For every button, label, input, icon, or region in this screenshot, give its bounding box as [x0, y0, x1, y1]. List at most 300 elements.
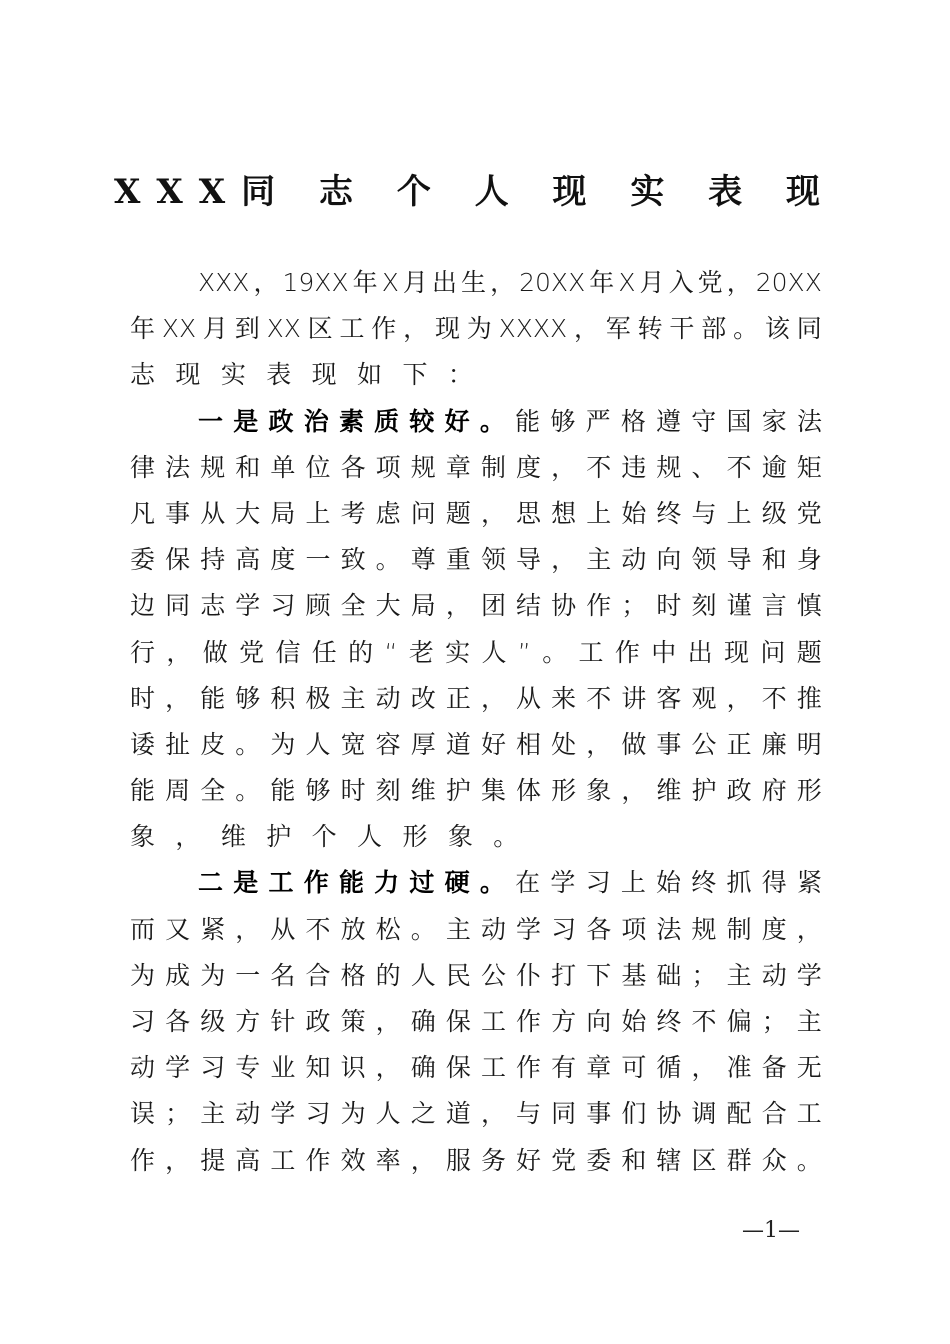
text-glyph: 人 — [357, 822, 383, 852]
text-line — [130, 1091, 822, 1137]
text-glyph: 级 — [200, 1007, 226, 1036]
text-glyph: 向 — [656, 545, 682, 575]
text-glyph: 主 — [200, 1099, 226, 1129]
text-glyph: 而 — [130, 914, 156, 944]
text-glyph: 紧 — [200, 914, 226, 944]
text-glyph: 导 — [726, 545, 752, 575]
text-glyph: 法 — [165, 452, 191, 482]
text-glyph: XXX — [198, 268, 250, 297]
text-glyph: 现 — [175, 360, 201, 390]
text-glyph: 现 — [434, 314, 460, 344]
heading-glyph: 硬 — [444, 868, 470, 898]
text-glyph: 虑 — [375, 498, 401, 528]
text-glyph: 主 — [586, 545, 612, 575]
text-glyph: XX — [266, 314, 301, 344]
text-glyph: 现 — [723, 637, 749, 667]
text-glyph: 形 — [551, 776, 577, 806]
text-glyph: 为 — [270, 729, 296, 759]
text-glyph: ， — [586, 729, 612, 759]
text-glyph: 法 — [656, 914, 682, 944]
text-glyph: 。 — [410, 914, 436, 944]
text-glyph: 保 — [165, 545, 191, 575]
heading-glyph: 过 — [409, 868, 435, 898]
heading-glyph: 素 — [338, 406, 364, 436]
text-glyph: 重 — [445, 545, 471, 575]
text-glyph: ， — [375, 1053, 401, 1083]
text-line — [130, 953, 822, 999]
text-glyph: 能 — [130, 776, 156, 806]
text-glyph: 民 — [445, 960, 471, 990]
text-glyph: 紧 — [796, 868, 822, 898]
text-glyph: 动 — [235, 1099, 261, 1129]
text-glyph: 服 — [445, 1145, 471, 1175]
text-glyph: 出 — [431, 268, 457, 297]
text-glyph: 业 — [270, 1053, 296, 1083]
text-glyph: 工 — [578, 637, 604, 667]
text-glyph: 为 — [466, 314, 492, 344]
text-glyph: 作 — [516, 1053, 542, 1083]
text-line — [130, 999, 822, 1045]
text-glyph: 为 — [200, 960, 226, 990]
text-glyph: ， — [235, 914, 261, 944]
heading-glyph: 二 — [198, 868, 224, 898]
heading-glyph: 是 — [233, 868, 259, 898]
text-line — [130, 630, 822, 676]
document-title: XXX同 志 个 人 现 实 表 现 — [114, 172, 836, 212]
text-glyph: 终 — [656, 498, 682, 528]
text-glyph: 好 — [480, 729, 506, 759]
text-glyph: 严 — [585, 406, 611, 436]
text-glyph: 同 — [551, 1099, 577, 1129]
text-glyph: 不 — [726, 452, 752, 482]
text-glyph: 和 — [235, 452, 261, 482]
text-glyph: 与 — [516, 1099, 542, 1129]
text-glyph: 护 — [445, 776, 471, 806]
text-glyph: 客 — [656, 683, 682, 713]
text-glyph: 入 — [668, 268, 694, 297]
text-glyph: 规 — [410, 452, 436, 482]
text-glyph: 始 — [621, 1007, 647, 1036]
text-glyph: 习 — [130, 1007, 156, 1036]
text-glyph: ， — [480, 683, 506, 713]
text-glyph: 皮 — [200, 729, 226, 759]
text-glyph: 全 — [200, 776, 226, 806]
text-glyph: 实 — [220, 360, 246, 390]
text-glyph: 集 — [480, 776, 506, 806]
text-glyph: 律 — [130, 452, 156, 482]
text-glyph: 遵 — [656, 406, 682, 436]
text-glyph: 主 — [796, 1007, 822, 1036]
text-glyph: 格 — [340, 960, 366, 990]
text-glyph: 始 — [656, 868, 682, 898]
text-glyph: 习 — [551, 914, 577, 944]
text-glyph: 习 — [270, 591, 296, 621]
text-glyph: 矩 — [796, 452, 822, 482]
text-glyph: 刻 — [375, 776, 401, 806]
text-glyph: 和 — [761, 545, 787, 575]
text-glyph: 名 — [270, 960, 296, 990]
text-glyph: 上 — [586, 498, 612, 528]
text-glyph: 下 — [402, 360, 428, 390]
text-glyph: 局 — [270, 498, 296, 528]
text-glyph: 扯 — [165, 729, 191, 759]
text-glyph: 来 — [551, 683, 577, 713]
text-glyph: 形 — [796, 776, 822, 806]
text-glyph: 主 — [445, 914, 471, 944]
text-glyph: 上 — [305, 498, 331, 528]
text-glyph: 习 — [200, 1053, 226, 1083]
text-glyph: 同 — [796, 314, 822, 344]
text-glyph: 可 — [621, 1053, 647, 1083]
text-glyph: 事 — [656, 729, 682, 759]
text-glyph: 做 — [621, 729, 647, 759]
text-glyph: 够 — [305, 776, 331, 806]
text-glyph: 实 — [445, 637, 471, 667]
text-glyph: 工 — [480, 1007, 506, 1036]
text-glyph: 有 — [551, 1053, 577, 1083]
text-glyph: ， — [165, 683, 191, 713]
text-glyph: 府 — [761, 776, 787, 806]
text-glyph: 想 — [551, 498, 577, 528]
text-glyph: 护 — [691, 776, 717, 806]
text-glyph: 积 — [270, 683, 296, 713]
text-glyph: 打 — [551, 960, 577, 990]
text-glyph: 们 — [621, 1099, 647, 1129]
text-glyph: 致 — [340, 545, 366, 575]
heading-glyph: 能 — [338, 868, 364, 898]
text-glyph: 方 — [551, 1007, 577, 1036]
text-glyph: XXXX — [498, 314, 568, 344]
text-glyph: 如 — [357, 360, 383, 390]
text-glyph: 讲 — [621, 683, 647, 713]
text-glyph: 委 — [130, 545, 156, 575]
text-glyph: 提 — [200, 1145, 226, 1175]
text-glyph: 顾 — [305, 591, 331, 621]
text-glyph: ， — [726, 683, 752, 713]
text-glyph: 正 — [726, 729, 752, 759]
text-glyph: 党 — [239, 637, 265, 667]
text-glyph: 工 — [796, 1099, 822, 1129]
text-glyph: 现 — [311, 360, 337, 390]
text-glyph: 生 — [461, 268, 487, 297]
text-glyph: 干 — [669, 314, 695, 344]
text-glyph: ， — [175, 822, 201, 852]
text-glyph: 准 — [726, 1053, 752, 1083]
text-glyph: 能 — [515, 406, 541, 436]
text-glyph: 单 — [270, 452, 296, 482]
text-glyph: ， — [375, 1007, 401, 1036]
text-glyph: 础 — [656, 960, 682, 990]
text-glyph: 作 — [371, 314, 397, 344]
text-glyph: 工 — [270, 1145, 296, 1175]
text-glyph: ， — [573, 314, 599, 344]
text-glyph: 动 — [761, 960, 787, 990]
text-glyph: 体 — [516, 776, 542, 806]
text-glyph: 道 — [445, 729, 471, 759]
text-glyph: 学 — [165, 1053, 191, 1083]
text-glyph: 协 — [551, 591, 577, 621]
text-glyph: 保 — [445, 1007, 471, 1036]
heading-glyph: 。 — [479, 868, 505, 898]
text-glyph: 上 — [620, 868, 646, 898]
text-glyph: 偏 — [726, 1007, 752, 1036]
text-glyph: 众 — [761, 1145, 787, 1175]
text-glyph: 同 — [165, 591, 191, 621]
text-glyph: 能 — [270, 776, 296, 806]
text-glyph: ， — [403, 314, 429, 344]
text-glyph: 高 — [235, 1145, 261, 1175]
text-line — [130, 260, 822, 306]
text-glyph: 月 — [639, 268, 665, 297]
text-glyph: 局 — [410, 591, 436, 621]
text-glyph: ， — [551, 545, 577, 575]
text-glyph: 事 — [586, 1099, 612, 1129]
text-glyph: 规 — [200, 452, 226, 482]
text-glyph: ； — [165, 1099, 191, 1129]
heading-glyph: 较 — [409, 406, 435, 436]
text-line — [130, 352, 822, 398]
text-glyph: 道 — [445, 1099, 471, 1129]
text-glyph: 不 — [586, 452, 612, 482]
text-glyph: 时 — [130, 683, 156, 713]
text-line — [130, 722, 822, 768]
text-glyph: 家 — [761, 406, 787, 436]
text-glyph: 和 — [621, 1145, 647, 1175]
text-glyph: 国 — [726, 406, 752, 436]
text-glyph: 好 — [516, 1145, 542, 1175]
heading-glyph: 作 — [303, 868, 329, 898]
text-glyph: 公 — [480, 960, 506, 990]
text-line — [130, 768, 822, 814]
text-glyph: 改 — [410, 683, 436, 713]
text-glyph: 上 — [726, 498, 752, 528]
text-glyph: 向 — [586, 1007, 612, 1036]
text-glyph: 习 — [585, 868, 611, 898]
text-glyph: X — [618, 268, 636, 297]
text-glyph: 20XX — [519, 268, 586, 297]
text-glyph: 宽 — [340, 729, 366, 759]
text-glyph: 年 — [589, 268, 615, 297]
text-glyph: 放 — [340, 914, 366, 944]
text-glyph: 一 — [235, 960, 261, 990]
text-glyph: 刻 — [691, 591, 717, 621]
text-glyph: 。 — [733, 314, 759, 344]
text-glyph: 观 — [691, 683, 717, 713]
text-glyph: 形 — [402, 822, 428, 852]
text-glyph: 党 — [551, 1145, 577, 1175]
text-glyph: 事 — [165, 498, 191, 528]
text-glyph: ， — [726, 268, 752, 297]
text-line — [130, 1138, 822, 1184]
text-glyph: 确 — [410, 1053, 436, 1083]
text-glyph: 维 — [410, 776, 436, 806]
text-glyph: 识 — [340, 1053, 366, 1083]
heading-glyph: 力 — [374, 868, 400, 898]
text-glyph: “ — [384, 637, 398, 667]
text-glyph: 不 — [586, 683, 612, 713]
text-glyph: 确 — [410, 1007, 436, 1036]
text-glyph: ， — [480, 1099, 506, 1129]
text-glyph: 大 — [375, 591, 401, 621]
text-glyph: 不 — [691, 1007, 717, 1036]
text-glyph: 部 — [701, 314, 727, 344]
text-glyph: 。 — [235, 729, 261, 759]
text-glyph: 人 — [481, 637, 507, 667]
text-glyph: 党 — [796, 498, 822, 528]
text-glyph: 志 — [130, 360, 156, 390]
text-line — [130, 583, 822, 629]
text-glyph: XX — [161, 314, 197, 344]
text-glyph: 为 — [340, 1099, 366, 1129]
text-glyph: 逾 — [761, 452, 787, 482]
text-glyph: 问 — [410, 498, 436, 528]
text-glyph: ， — [796, 914, 822, 944]
text-glyph: 题 — [445, 498, 471, 528]
text-glyph: 高 — [235, 545, 261, 575]
text-glyph: 调 — [691, 1099, 717, 1129]
text-glyph: 到 — [234, 314, 260, 344]
text-glyph: 思 — [516, 498, 542, 528]
text-glyph: 军 — [605, 314, 631, 344]
text-glyph: 不 — [761, 683, 787, 713]
text-glyph: 方 — [235, 1007, 261, 1036]
text-line — [130, 907, 822, 953]
text-glyph: 20XX — [755, 268, 822, 297]
text-glyph: 终 — [656, 1007, 682, 1036]
text-line — [130, 860, 822, 906]
text-glyph: 配 — [726, 1099, 752, 1129]
text-glyph: 成 — [165, 960, 191, 990]
text-glyph: 。 — [542, 637, 568, 667]
text-glyph: ， — [253, 268, 279, 297]
text-glyph: ， — [691, 1053, 717, 1083]
text-glyph: 动 — [130, 1053, 156, 1083]
heading-glyph: 好 — [444, 406, 470, 436]
text-glyph: 信 — [275, 637, 301, 667]
text-glyph: 领 — [480, 545, 506, 575]
text-glyph: 。 — [796, 1145, 822, 1175]
text-glyph: 容 — [375, 729, 401, 759]
text-glyph: 个 — [311, 822, 337, 852]
text-glyph: 位 — [305, 452, 331, 482]
text-glyph: 廉 — [761, 729, 787, 759]
text-glyph: 作 — [516, 1007, 542, 1036]
text-glyph: 言 — [761, 591, 787, 621]
text-glyph: 效 — [340, 1145, 366, 1175]
text-glyph: 度 — [270, 545, 296, 575]
text-glyph: 象 — [586, 776, 612, 806]
text-glyph: 极 — [305, 683, 331, 713]
text-glyph: 无 — [796, 1053, 822, 1083]
text-glyph: 。 — [235, 776, 261, 806]
text-glyph: 维 — [220, 822, 246, 852]
text-glyph: 领 — [691, 545, 717, 575]
text-glyph: ， — [480, 498, 506, 528]
text-glyph: 够 — [235, 683, 261, 713]
text-glyph: 合 — [305, 960, 331, 990]
text-glyph: ” — [517, 637, 531, 667]
text-glyph: 度 — [516, 452, 542, 482]
text-glyph: 结 — [516, 591, 542, 621]
text-glyph: 动 — [480, 914, 506, 944]
text-glyph: 学 — [516, 914, 542, 944]
text-glyph: 时 — [340, 776, 366, 806]
text-glyph: 从 — [200, 498, 226, 528]
text-glyph: 作 — [305, 1145, 331, 1175]
text-glyph: 题 — [796, 637, 822, 667]
text-glyph: 辖 — [656, 1145, 682, 1175]
text-line — [130, 537, 822, 583]
text-glyph: 边 — [130, 591, 156, 621]
text-glyph: 大 — [235, 498, 261, 528]
text-glyph: 与 — [691, 498, 717, 528]
text-line — [130, 1045, 822, 1091]
text-glyph: 19XX — [282, 268, 349, 297]
heading-glyph: 政 — [268, 406, 294, 436]
text-glyph: ； — [691, 960, 717, 990]
text-glyph: 度 — [761, 914, 787, 944]
text-glyph: 象 — [130, 822, 156, 852]
text-glyph: 考 — [340, 498, 366, 528]
text-glyph: 主 — [340, 683, 366, 713]
text-glyph: 相 — [516, 729, 542, 759]
text-glyph: 在 — [515, 868, 541, 898]
text-glyph: 不 — [305, 914, 331, 944]
text-glyph: 人 — [410, 960, 436, 990]
text-glyph: 出 — [687, 637, 713, 667]
text-glyph: 仆 — [516, 960, 542, 990]
text-glyph: 主 — [726, 960, 752, 990]
text-glyph: 基 — [621, 960, 647, 990]
text-glyph: 推 — [796, 683, 822, 713]
text-glyph: 格 — [620, 406, 646, 436]
text-glyph: 持 — [200, 545, 226, 575]
text-glyph: 终 — [691, 868, 717, 898]
text-glyph: 任 — [311, 637, 337, 667]
text-glyph: 谨 — [726, 591, 752, 621]
text-glyph: 年 — [130, 314, 156, 344]
text-glyph: 人 — [375, 1099, 401, 1129]
text-glyph: ， — [445, 591, 471, 621]
text-glyph: 项 — [375, 452, 401, 482]
text-glyph: ， — [166, 637, 192, 667]
heading-glyph: 。 — [479, 406, 505, 436]
text-glyph: 的 — [375, 960, 401, 990]
text-line — [130, 676, 822, 722]
text-glyph: 作 — [586, 591, 612, 621]
text-glyph: 尊 — [410, 545, 436, 575]
text-glyph: 厚 — [410, 729, 436, 759]
text-glyph: 群 — [726, 1145, 752, 1175]
text-glyph: 率 — [375, 1145, 401, 1175]
text-glyph: 各 — [340, 452, 366, 482]
text-glyph: 行 — [130, 637, 156, 667]
text-glyph: 松 — [375, 914, 401, 944]
text-glyph: 正 — [445, 683, 471, 713]
text-glyph: 慎 — [796, 591, 822, 621]
text-glyph: ， — [165, 1145, 191, 1175]
text-line — [130, 306, 822, 352]
text-glyph: 备 — [761, 1053, 787, 1083]
text-glyph: ， — [551, 452, 577, 482]
text-glyph: 委 — [586, 1145, 612, 1175]
text-glyph: 工 — [339, 314, 365, 344]
text-glyph: 周 — [165, 776, 191, 806]
text-glyph: 误 — [130, 1099, 156, 1129]
text-glyph: 习 — [305, 1099, 331, 1129]
text-glyph: 护 — [266, 822, 292, 852]
text-glyph: 抓 — [726, 868, 752, 898]
